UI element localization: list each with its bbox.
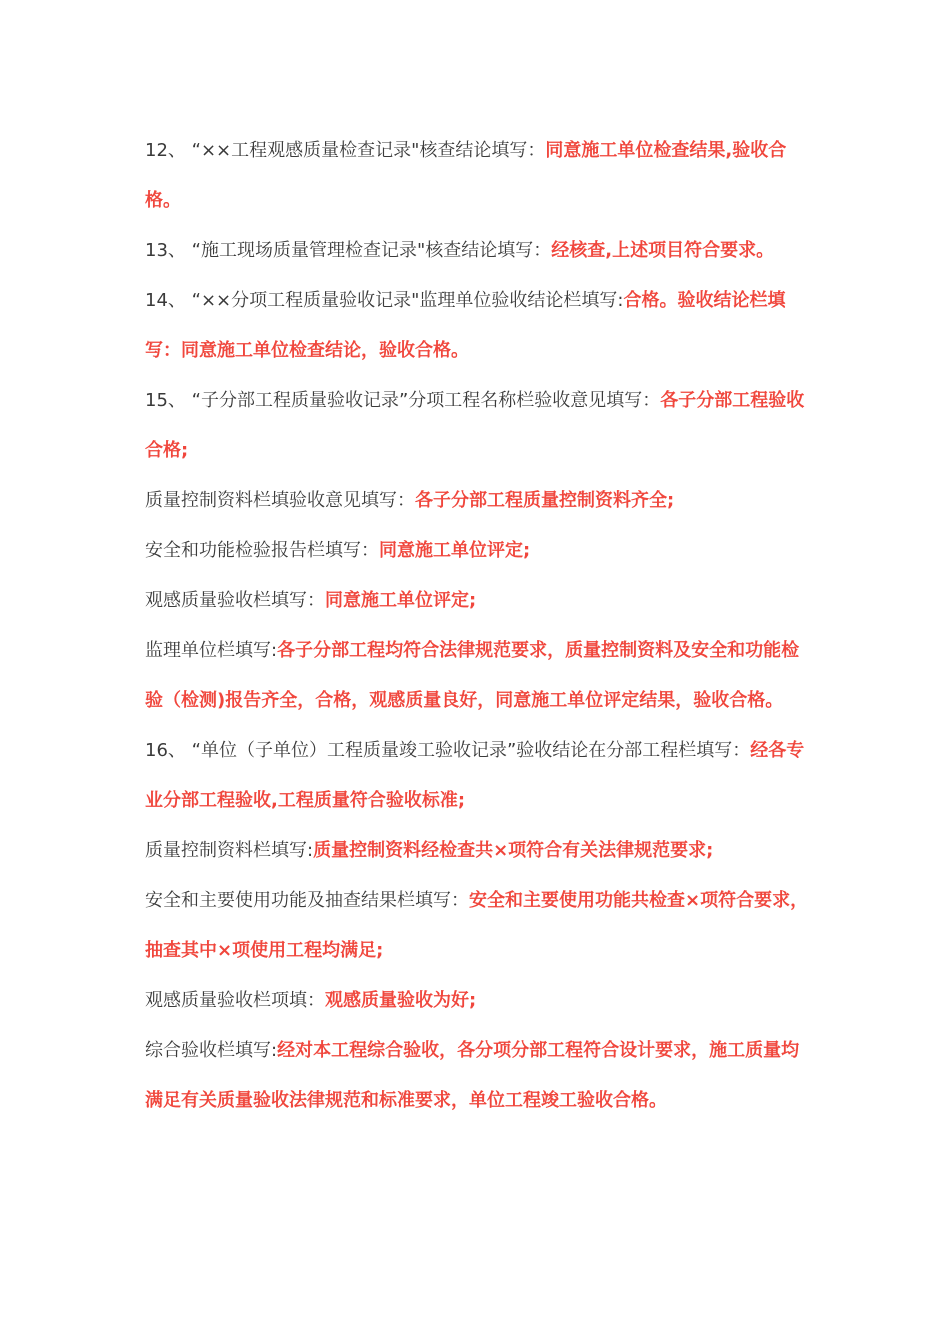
paragraph-visual-quality-acceptance <box>145 976 810 1026</box>
question-text: 14、 “××分项工程质量验收记录"监理单位验收结论栏填写: <box>145 290 624 311</box>
question-text: 13、 “施工现场质量管理检查记录"核查结论填写： <box>145 240 552 261</box>
paragraph-item-16 <box>145 726 810 826</box>
paragraph-visual-quality <box>145 576 810 626</box>
question-text: 综合验收栏填写: <box>145 1040 278 1061</box>
answer-text: 同意施工单位检查结果,验收合格。 <box>145 140 787 211</box>
question-text: 监理单位栏填写: <box>145 640 278 661</box>
answer-text: 各子分部工程验收合格; <box>145 390 805 461</box>
paragraph-item-13 <box>145 226 810 276</box>
paragraph-supervision-unit <box>145 626 810 726</box>
paragraph-quality-control <box>145 476 810 526</box>
answer-text: 经各专业分部工程验收,工程质量符合验收标准; <box>145 740 805 811</box>
question-text: 15、 “子分部工程质量验收记录”分项工程名称栏验收意见填写： <box>145 390 661 411</box>
answer-text: 质量控制资料经检查共×项符合有关法律规范要求; <box>313 840 714 861</box>
paragraph-item-12 <box>145 126 810 226</box>
answer-text: 各子分部工程均符合法律规范要求，质量控制资料及安全和功能检验（检测)报告齐全，合格，观感质量良好，同意施工单位评定结果，验收合格。 <box>145 640 800 711</box>
question-text: 16、 “单位（子单位）工程质量竣工验收记录”验收结论在分部工程栏填写： <box>145 740 751 761</box>
paragraph-comprehensive-acceptance <box>145 1026 810 1126</box>
question-text: 质量控制资料栏填验收意见填写： <box>145 490 415 511</box>
paragraph-safety-spot-check <box>145 876 810 976</box>
paragraph-quality-control-data <box>145 826 810 876</box>
answer-text: 经核查,上述项目符合要求。 <box>551 240 775 261</box>
question-text: 质量控制资料栏填写: <box>145 840 314 861</box>
answer-text: 观感质量验收为好; <box>325 990 477 1011</box>
paragraph-item-15 <box>145 376 810 476</box>
question-text: 观感质量验收栏项填： <box>145 990 325 1011</box>
answer-text: 安全和主要使用功能共检查×项符合要求，抽查其中×项使用工程均满足; <box>145 890 809 961</box>
paragraph-item-14 <box>145 276 810 376</box>
question-text: 12、 “××工程观感质量检查记录"核查结论填写： <box>145 140 546 161</box>
question-text: 安全和主要使用功能及抽查结果栏填写： <box>145 890 469 911</box>
question-text: 安全和功能检验报告栏填写： <box>145 540 379 561</box>
answer-text: 同意施工单位评定; <box>325 590 477 611</box>
answer-text: 经对本工程综合验收，各分项分部工程符合设计要求，施工质量均满足有关质量验收法律规范和标准要求，单位工程竣工验收合格。 <box>145 1040 800 1111</box>
answer-text: 各子分部工程质量控制资料齐全; <box>415 490 675 511</box>
question-text: 观感质量验收栏填写： <box>145 590 325 611</box>
answer-text: 同意施工单位评定; <box>379 540 531 561</box>
paragraph-safety-function <box>145 526 810 576</box>
document-body <box>145 126 810 1126</box>
answer-text: 合格。验收结论栏填写：同意施工单位检查结论，验收合格。 <box>145 290 786 361</box>
